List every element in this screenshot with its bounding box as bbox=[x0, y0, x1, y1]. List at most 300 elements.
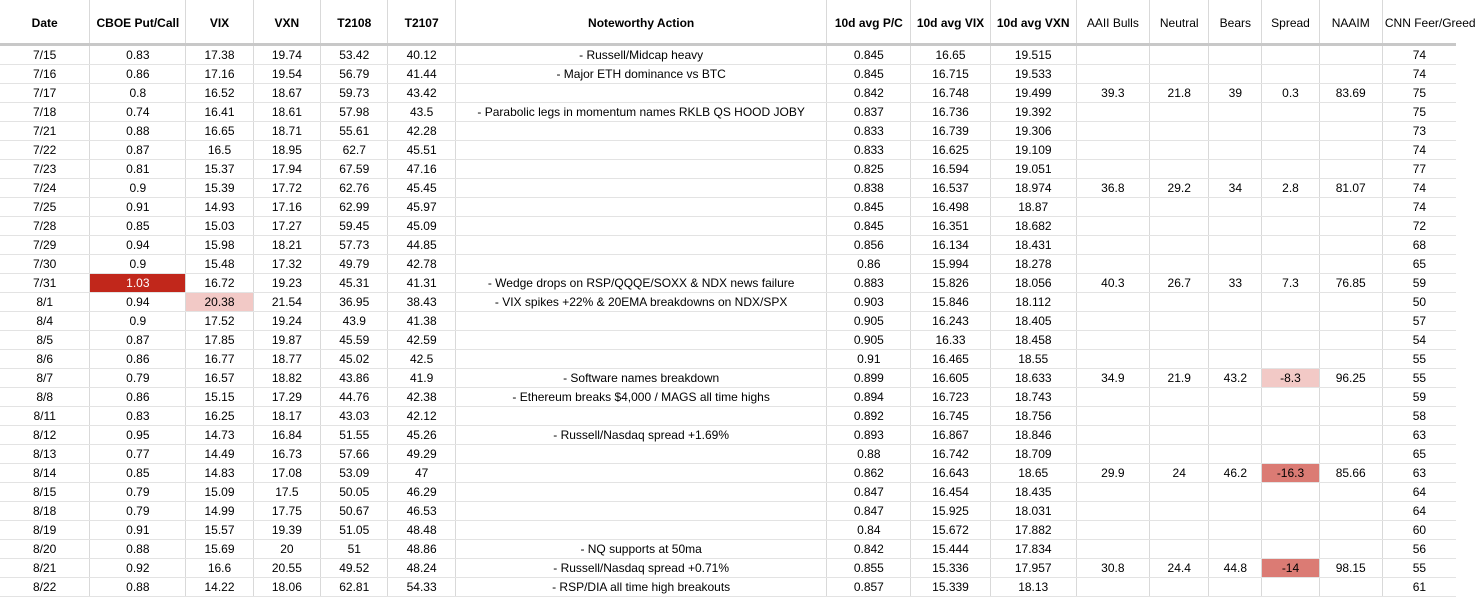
cell-10d-avg-vxn[interactable]: 19.515 bbox=[990, 44, 1076, 64]
cell-naaim[interactable] bbox=[1319, 482, 1382, 501]
cell-cboe-put-call[interactable]: 0.95 bbox=[90, 425, 186, 444]
cell-spread[interactable] bbox=[1262, 44, 1319, 64]
cell-cnn-fear-greed[interactable]: 63 bbox=[1382, 425, 1456, 444]
cell-noteworthy-action[interactable]: - Russell/Nasdaq spread +0.71% bbox=[455, 558, 827, 577]
cell-10d-avg-vxn[interactable]: 19.306 bbox=[990, 121, 1076, 140]
cell-vix[interactable]: 15.98 bbox=[186, 235, 253, 254]
cell-date[interactable]: 8/5 bbox=[0, 330, 90, 349]
cell-10d-avg-vix[interactable]: 16.723 bbox=[911, 387, 991, 406]
cell-10d-avg-vxn[interactable]: 18.55 bbox=[990, 349, 1076, 368]
column-header-t2107[interactable]: T2107 bbox=[388, 0, 455, 44]
column-header-10d-avg-pc[interactable]: 10d avg P/C bbox=[827, 0, 911, 44]
cell-spread[interactable] bbox=[1262, 330, 1319, 349]
cell-t2107[interactable]: 38.43 bbox=[388, 292, 455, 311]
cell-cnn-fear-greed[interactable]: 64 bbox=[1382, 482, 1456, 501]
cell-10d-avg-vix[interactable]: 16.643 bbox=[911, 463, 991, 482]
cell-vix[interactable]: 17.85 bbox=[186, 330, 253, 349]
cell-neutral[interactable] bbox=[1150, 501, 1209, 520]
cell-neutral[interactable] bbox=[1150, 577, 1209, 596]
cell-10d-avg-pc[interactable]: 0.84 bbox=[827, 520, 911, 539]
cell-neutral[interactable] bbox=[1150, 406, 1209, 425]
cell-neutral[interactable]: 26.7 bbox=[1150, 273, 1209, 292]
cell-t2108[interactable]: 55.61 bbox=[321, 121, 388, 140]
cell-vix[interactable]: 14.83 bbox=[186, 463, 253, 482]
cell-vix[interactable]: 16.57 bbox=[186, 368, 253, 387]
cell-date[interactable]: 7/25 bbox=[0, 197, 90, 216]
cell-t2108[interactable]: 43.03 bbox=[321, 406, 388, 425]
cell-10d-avg-vix[interactable]: 16.742 bbox=[911, 444, 991, 463]
cell-date[interactable]: 8/18 bbox=[0, 501, 90, 520]
cell-neutral[interactable]: 21.9 bbox=[1150, 368, 1209, 387]
cell-vxn[interactable]: 17.16 bbox=[253, 197, 320, 216]
cell-10d-avg-vxn[interactable]: 17.882 bbox=[990, 520, 1076, 539]
cell-cnn-fear-greed[interactable]: 54 bbox=[1382, 330, 1456, 349]
cell-spread[interactable] bbox=[1262, 444, 1319, 463]
cell-neutral[interactable] bbox=[1150, 140, 1209, 159]
cell-neutral[interactable] bbox=[1150, 349, 1209, 368]
cell-bears[interactable] bbox=[1209, 425, 1262, 444]
cell-bears[interactable] bbox=[1209, 501, 1262, 520]
cell-date[interactable]: 7/31 bbox=[0, 273, 90, 292]
cell-date[interactable]: 8/21 bbox=[0, 558, 90, 577]
cell-naaim[interactable] bbox=[1319, 501, 1382, 520]
cell-aaii-bulls[interactable] bbox=[1076, 406, 1150, 425]
cell-date[interactable]: 8/1 bbox=[0, 292, 90, 311]
cell-noteworthy-action[interactable] bbox=[455, 197, 827, 216]
cell-vix[interactable]: 20.38 bbox=[186, 292, 253, 311]
cell-cnn-fear-greed[interactable]: 59 bbox=[1382, 387, 1456, 406]
cell-aaii-bulls[interactable] bbox=[1076, 102, 1150, 121]
cell-vxn[interactable]: 17.5 bbox=[253, 482, 320, 501]
cell-10d-avg-vxn[interactable]: 19.499 bbox=[990, 83, 1076, 102]
cell-naaim[interactable] bbox=[1319, 387, 1382, 406]
cell-vix[interactable]: 16.72 bbox=[186, 273, 253, 292]
cell-spread[interactable] bbox=[1262, 349, 1319, 368]
cell-neutral[interactable] bbox=[1150, 121, 1209, 140]
cell-vix[interactable]: 15.09 bbox=[186, 482, 253, 501]
cell-neutral[interactable] bbox=[1150, 197, 1209, 216]
column-header-date[interactable]: Date bbox=[0, 0, 90, 44]
cell-t2108[interactable]: 51 bbox=[321, 539, 388, 558]
cell-neutral[interactable] bbox=[1150, 159, 1209, 178]
cell-vix[interactable]: 16.41 bbox=[186, 102, 253, 121]
column-header-vix[interactable]: VIX bbox=[186, 0, 253, 44]
cell-spread[interactable]: -16.3 bbox=[1262, 463, 1319, 482]
cell-10d-avg-vxn[interactable]: 18.435 bbox=[990, 482, 1076, 501]
cell-cboe-put-call[interactable]: 0.88 bbox=[90, 577, 186, 596]
cell-cboe-put-call[interactable]: 0.79 bbox=[90, 501, 186, 520]
cell-vxn[interactable]: 19.74 bbox=[253, 44, 320, 64]
cell-naaim[interactable] bbox=[1319, 159, 1382, 178]
column-header-neutral[interactable]: Neutral bbox=[1150, 0, 1209, 44]
cell-noteworthy-action[interactable] bbox=[455, 254, 827, 273]
cell-naaim[interactable]: 85.66 bbox=[1319, 463, 1382, 482]
cell-aaii-bulls[interactable] bbox=[1076, 577, 1150, 596]
cell-vxn[interactable]: 19.24 bbox=[253, 311, 320, 330]
cell-cboe-put-call[interactable]: 0.83 bbox=[90, 44, 186, 64]
cell-t2108[interactable]: 59.45 bbox=[321, 216, 388, 235]
cell-10d-avg-vxn[interactable]: 18.65 bbox=[990, 463, 1076, 482]
cell-date[interactable]: 7/17 bbox=[0, 83, 90, 102]
cell-t2108[interactable]: 45.02 bbox=[321, 349, 388, 368]
cell-10d-avg-vix[interactable]: 16.736 bbox=[911, 102, 991, 121]
cell-date[interactable]: 7/18 bbox=[0, 102, 90, 121]
cell-spread[interactable]: 0.3 bbox=[1262, 83, 1319, 102]
cell-10d-avg-pc[interactable]: 0.91 bbox=[827, 349, 911, 368]
cell-10d-avg-vix[interactable]: 16.454 bbox=[911, 482, 991, 501]
cell-10d-avg-pc[interactable]: 0.899 bbox=[827, 368, 911, 387]
cell-cnn-fear-greed[interactable]: 55 bbox=[1382, 368, 1456, 387]
cell-10d-avg-vxn[interactable]: 18.974 bbox=[990, 178, 1076, 197]
cell-vxn[interactable]: 18.71 bbox=[253, 121, 320, 140]
cell-neutral[interactable] bbox=[1150, 292, 1209, 311]
cell-10d-avg-pc[interactable]: 0.837 bbox=[827, 102, 911, 121]
cell-cnn-fear-greed[interactable]: 63 bbox=[1382, 463, 1456, 482]
cell-date[interactable]: 7/22 bbox=[0, 140, 90, 159]
cell-bears[interactable] bbox=[1209, 444, 1262, 463]
cell-10d-avg-pc[interactable]: 0.845 bbox=[827, 64, 911, 83]
cell-noteworthy-action[interactable]: - Ethereum breaks $4,000 / MAGS all time highs bbox=[455, 387, 827, 406]
cell-cboe-put-call[interactable]: 0.85 bbox=[90, 216, 186, 235]
cell-vix[interactable]: 15.69 bbox=[186, 539, 253, 558]
cell-10d-avg-pc[interactable]: 0.905 bbox=[827, 330, 911, 349]
cell-t2107[interactable]: 41.9 bbox=[388, 368, 455, 387]
cell-t2107[interactable]: 43.42 bbox=[388, 83, 455, 102]
cell-cboe-put-call[interactable]: 0.79 bbox=[90, 482, 186, 501]
cell-aaii-bulls[interactable]: 36.8 bbox=[1076, 178, 1150, 197]
cell-neutral[interactable] bbox=[1150, 311, 1209, 330]
cell-bears[interactable] bbox=[1209, 254, 1262, 273]
cell-10d-avg-vxn[interactable]: 18.87 bbox=[990, 197, 1076, 216]
cell-neutral[interactable]: 29.2 bbox=[1150, 178, 1209, 197]
cell-bears[interactable]: 44.8 bbox=[1209, 558, 1262, 577]
cell-t2108[interactable]: 50.05 bbox=[321, 482, 388, 501]
cell-bears[interactable] bbox=[1209, 102, 1262, 121]
cell-spread[interactable] bbox=[1262, 406, 1319, 425]
cell-10d-avg-vix[interactable]: 15.444 bbox=[911, 539, 991, 558]
cell-spread[interactable] bbox=[1262, 254, 1319, 273]
cell-10d-avg-vix[interactable]: 16.594 bbox=[911, 159, 991, 178]
cell-noteworthy-action[interactable] bbox=[455, 482, 827, 501]
cell-cboe-put-call[interactable]: 0.79 bbox=[90, 368, 186, 387]
cell-10d-avg-vix[interactable]: 16.715 bbox=[911, 64, 991, 83]
cell-10d-avg-vxn[interactable]: 18.846 bbox=[990, 425, 1076, 444]
cell-neutral[interactable] bbox=[1150, 254, 1209, 273]
cell-vxn[interactable]: 17.75 bbox=[253, 501, 320, 520]
cell-spread[interactable]: -8.3 bbox=[1262, 368, 1319, 387]
cell-date[interactable]: 8/14 bbox=[0, 463, 90, 482]
cell-aaii-bulls[interactable] bbox=[1076, 235, 1150, 254]
cell-bears[interactable] bbox=[1209, 406, 1262, 425]
cell-neutral[interactable] bbox=[1150, 330, 1209, 349]
column-header-naaim[interactable]: NAAIM bbox=[1319, 0, 1382, 44]
cell-cboe-put-call[interactable]: 0.85 bbox=[90, 463, 186, 482]
cell-naaim[interactable] bbox=[1319, 140, 1382, 159]
cell-10d-avg-vix[interactable]: 16.605 bbox=[911, 368, 991, 387]
cell-vix[interactable]: 14.73 bbox=[186, 425, 253, 444]
cell-noteworthy-action[interactable] bbox=[455, 311, 827, 330]
cell-t2107[interactable]: 48.86 bbox=[388, 539, 455, 558]
cell-neutral[interactable] bbox=[1150, 539, 1209, 558]
column-header-vxn[interactable]: VXN bbox=[253, 0, 320, 44]
cell-naaim[interactable] bbox=[1319, 64, 1382, 83]
cell-10d-avg-vxn[interactable]: 19.051 bbox=[990, 159, 1076, 178]
cell-cnn-fear-greed[interactable]: 55 bbox=[1382, 349, 1456, 368]
cell-t2107[interactable]: 46.53 bbox=[388, 501, 455, 520]
cell-10d-avg-pc[interactable]: 0.842 bbox=[827, 83, 911, 102]
cell-10d-avg-vix[interactable]: 15.925 bbox=[911, 501, 991, 520]
cell-neutral[interactable] bbox=[1150, 425, 1209, 444]
cell-t2107[interactable]: 42.38 bbox=[388, 387, 455, 406]
cell-t2107[interactable]: 48.24 bbox=[388, 558, 455, 577]
cell-spread[interactable] bbox=[1262, 520, 1319, 539]
cell-bears[interactable] bbox=[1209, 44, 1262, 64]
cell-noteworthy-action[interactable] bbox=[455, 349, 827, 368]
cell-cnn-fear-greed[interactable]: 50 bbox=[1382, 292, 1456, 311]
cell-neutral[interactable] bbox=[1150, 216, 1209, 235]
cell-t2108[interactable]: 51.55 bbox=[321, 425, 388, 444]
cell-vxn[interactable]: 17.94 bbox=[253, 159, 320, 178]
cell-cboe-put-call[interactable]: 0.8 bbox=[90, 83, 186, 102]
cell-date[interactable]: 8/19 bbox=[0, 520, 90, 539]
cell-bears[interactable] bbox=[1209, 64, 1262, 83]
cell-10d-avg-vxn[interactable]: 19.533 bbox=[990, 64, 1076, 83]
cell-aaii-bulls[interactable] bbox=[1076, 140, 1150, 159]
cell-10d-avg-vxn[interactable]: 18.031 bbox=[990, 501, 1076, 520]
cell-spread[interactable] bbox=[1262, 482, 1319, 501]
cell-aaii-bulls[interactable] bbox=[1076, 311, 1150, 330]
cell-date[interactable]: 7/24 bbox=[0, 178, 90, 197]
cell-10d-avg-vix[interactable]: 16.134 bbox=[911, 235, 991, 254]
cell-t2107[interactable]: 41.38 bbox=[388, 311, 455, 330]
cell-10d-avg-vix[interactable]: 16.33 bbox=[911, 330, 991, 349]
cell-cboe-put-call[interactable]: 0.83 bbox=[90, 406, 186, 425]
cell-aaii-bulls[interactable] bbox=[1076, 159, 1150, 178]
cell-spread[interactable] bbox=[1262, 387, 1319, 406]
cell-10d-avg-vxn[interactable]: 18.682 bbox=[990, 216, 1076, 235]
cell-vxn[interactable]: 17.72 bbox=[253, 178, 320, 197]
cell-neutral[interactable]: 24.4 bbox=[1150, 558, 1209, 577]
cell-bears[interactable]: 34 bbox=[1209, 178, 1262, 197]
cell-t2108[interactable]: 62.81 bbox=[321, 577, 388, 596]
cell-vix[interactable]: 14.22 bbox=[186, 577, 253, 596]
cell-10d-avg-vxn[interactable]: 19.392 bbox=[990, 102, 1076, 121]
cell-cboe-put-call[interactable]: 0.9 bbox=[90, 311, 186, 330]
cell-cboe-put-call[interactable]: 0.86 bbox=[90, 349, 186, 368]
cell-vix[interactable]: 14.99 bbox=[186, 501, 253, 520]
cell-cnn-fear-greed[interactable]: 65 bbox=[1382, 444, 1456, 463]
cell-vxn[interactable]: 18.61 bbox=[253, 102, 320, 121]
cell-vxn[interactable]: 18.67 bbox=[253, 83, 320, 102]
cell-10d-avg-vxn[interactable]: 18.633 bbox=[990, 368, 1076, 387]
cell-aaii-bulls[interactable] bbox=[1076, 501, 1150, 520]
cell-spread[interactable] bbox=[1262, 216, 1319, 235]
cell-vxn[interactable]: 18.82 bbox=[253, 368, 320, 387]
cell-naaim[interactable] bbox=[1319, 349, 1382, 368]
cell-cboe-put-call[interactable]: 0.91 bbox=[90, 197, 186, 216]
cell-date[interactable]: 8/20 bbox=[0, 539, 90, 558]
cell-10d-avg-vix[interactable]: 15.826 bbox=[911, 273, 991, 292]
cell-cboe-put-call[interactable]: 0.87 bbox=[90, 140, 186, 159]
cell-cboe-put-call[interactable]: 0.92 bbox=[90, 558, 186, 577]
cell-neutral[interactable] bbox=[1150, 444, 1209, 463]
cell-date[interactable]: 8/8 bbox=[0, 387, 90, 406]
cell-cnn-fear-greed[interactable]: 65 bbox=[1382, 254, 1456, 273]
cell-10d-avg-vxn[interactable]: 18.756 bbox=[990, 406, 1076, 425]
cell-10d-avg-vxn[interactable]: 18.431 bbox=[990, 235, 1076, 254]
cell-10d-avg-vix[interactable]: 16.498 bbox=[911, 197, 991, 216]
cell-vix[interactable]: 17.16 bbox=[186, 64, 253, 83]
cell-date[interactable]: 7/15 bbox=[0, 44, 90, 64]
cell-t2108[interactable]: 44.76 bbox=[321, 387, 388, 406]
cell-10d-avg-vxn[interactable]: 19.109 bbox=[990, 140, 1076, 159]
cell-date[interactable]: 8/11 bbox=[0, 406, 90, 425]
cell-aaii-bulls[interactable] bbox=[1076, 539, 1150, 558]
cell-spread[interactable] bbox=[1262, 501, 1319, 520]
cell-t2108[interactable]: 57.66 bbox=[321, 444, 388, 463]
cell-spread[interactable]: 7.3 bbox=[1262, 273, 1319, 292]
cell-bears[interactable] bbox=[1209, 577, 1262, 596]
cell-t2107[interactable]: 40.12 bbox=[388, 44, 455, 64]
cell-t2107[interactable]: 45.09 bbox=[388, 216, 455, 235]
cell-noteworthy-action[interactable]: - Wedge drops on RSP/QQQE/SOXX & NDX news failure bbox=[455, 273, 827, 292]
column-header-t2108[interactable]: T2108 bbox=[321, 0, 388, 44]
cell-noteworthy-action[interactable]: - Russell/Nasdaq spread +1.69% bbox=[455, 425, 827, 444]
cell-aaii-bulls[interactable] bbox=[1076, 387, 1150, 406]
cell-noteworthy-action[interactable] bbox=[455, 178, 827, 197]
cell-10d-avg-pc[interactable]: 0.845 bbox=[827, 44, 911, 64]
cell-10d-avg-pc[interactable]: 0.845 bbox=[827, 216, 911, 235]
cell-cboe-put-call[interactable]: 0.86 bbox=[90, 387, 186, 406]
cell-noteworthy-action[interactable] bbox=[455, 501, 827, 520]
cell-naaim[interactable] bbox=[1319, 311, 1382, 330]
column-header-10d-avg-vix[interactable]: 10d avg VIX bbox=[911, 0, 991, 44]
cell-bears[interactable] bbox=[1209, 349, 1262, 368]
cell-10d-avg-pc[interactable]: 0.894 bbox=[827, 387, 911, 406]
cell-date[interactable]: 8/13 bbox=[0, 444, 90, 463]
cell-naaim[interactable] bbox=[1319, 121, 1382, 140]
cell-vix[interactable]: 14.93 bbox=[186, 197, 253, 216]
cell-vxn[interactable]: 17.08 bbox=[253, 463, 320, 482]
cell-naaim[interactable] bbox=[1319, 44, 1382, 64]
cell-vix[interactable]: 15.39 bbox=[186, 178, 253, 197]
cell-naaim[interactable] bbox=[1319, 406, 1382, 425]
cell-t2108[interactable]: 59.73 bbox=[321, 83, 388, 102]
cell-vxn[interactable]: 17.29 bbox=[253, 387, 320, 406]
cell-t2107[interactable]: 49.29 bbox=[388, 444, 455, 463]
cell-naaim[interactable]: 81.07 bbox=[1319, 178, 1382, 197]
cell-vix[interactable]: 16.52 bbox=[186, 83, 253, 102]
cell-cnn-fear-greed[interactable]: 72 bbox=[1382, 216, 1456, 235]
cell-cboe-put-call[interactable]: 0.81 bbox=[90, 159, 186, 178]
cell-noteworthy-action[interactable] bbox=[455, 406, 827, 425]
cell-t2107[interactable]: 45.26 bbox=[388, 425, 455, 444]
cell-bears[interactable] bbox=[1209, 216, 1262, 235]
cell-vix[interactable]: 17.38 bbox=[186, 44, 253, 64]
cell-aaii-bulls[interactable] bbox=[1076, 520, 1150, 539]
column-header-noteworthy-action[interactable]: Noteworthy Action bbox=[455, 0, 827, 44]
cell-vix[interactable]: 16.25 bbox=[186, 406, 253, 425]
cell-bears[interactable] bbox=[1209, 482, 1262, 501]
cell-cnn-fear-greed[interactable]: 58 bbox=[1382, 406, 1456, 425]
cell-naaim[interactable] bbox=[1319, 102, 1382, 121]
cell-t2108[interactable]: 67.59 bbox=[321, 159, 388, 178]
cell-aaii-bulls[interactable]: 39.3 bbox=[1076, 83, 1150, 102]
cell-noteworthy-action[interactable]: - NQ supports at 50ma bbox=[455, 539, 827, 558]
cell-10d-avg-pc[interactable]: 0.893 bbox=[827, 425, 911, 444]
cell-noteworthy-action[interactable] bbox=[455, 463, 827, 482]
cell-cboe-put-call[interactable]: 0.9 bbox=[90, 254, 186, 273]
cell-vxn[interactable]: 21.54 bbox=[253, 292, 320, 311]
cell-aaii-bulls[interactable] bbox=[1076, 482, 1150, 501]
cell-10d-avg-pc[interactable]: 0.892 bbox=[827, 406, 911, 425]
cell-bears[interactable] bbox=[1209, 140, 1262, 159]
cell-10d-avg-vxn[interactable]: 17.834 bbox=[990, 539, 1076, 558]
cell-cboe-put-call[interactable]: 0.91 bbox=[90, 520, 186, 539]
cell-aaii-bulls[interactable] bbox=[1076, 330, 1150, 349]
cell-naaim[interactable]: 98.15 bbox=[1319, 558, 1382, 577]
cell-bears[interactable] bbox=[1209, 539, 1262, 558]
cell-vix[interactable]: 16.6 bbox=[186, 558, 253, 577]
cell-naaim[interactable]: 76.85 bbox=[1319, 273, 1382, 292]
cell-10d-avg-vxn[interactable]: 18.709 bbox=[990, 444, 1076, 463]
cell-cboe-put-call[interactable]: 0.88 bbox=[90, 539, 186, 558]
cell-cnn-fear-greed[interactable]: 77 bbox=[1382, 159, 1456, 178]
column-header-cboe-put-call[interactable]: CBOE Put/Call bbox=[90, 0, 186, 44]
cell-10d-avg-pc[interactable]: 0.88 bbox=[827, 444, 911, 463]
cell-t2108[interactable]: 56.79 bbox=[321, 64, 388, 83]
cell-10d-avg-vix[interactable]: 16.65 bbox=[911, 44, 991, 64]
cell-neutral[interactable]: 24 bbox=[1150, 463, 1209, 482]
cell-date[interactable]: 7/30 bbox=[0, 254, 90, 273]
cell-aaii-bulls[interactable] bbox=[1076, 64, 1150, 83]
cell-vxn[interactable]: 18.95 bbox=[253, 140, 320, 159]
cell-spread[interactable] bbox=[1262, 292, 1319, 311]
cell-aaii-bulls[interactable]: 40.3 bbox=[1076, 273, 1150, 292]
cell-cboe-put-call[interactable]: 1.03 bbox=[90, 273, 186, 292]
cell-aaii-bulls[interactable] bbox=[1076, 44, 1150, 64]
cell-noteworthy-action[interactable] bbox=[455, 235, 827, 254]
cell-aaii-bulls[interactable] bbox=[1076, 216, 1150, 235]
cell-vxn[interactable]: 17.32 bbox=[253, 254, 320, 273]
cell-cnn-fear-greed[interactable]: 64 bbox=[1382, 501, 1456, 520]
cell-vxn[interactable]: 19.54 bbox=[253, 64, 320, 83]
cell-spread[interactable]: -14 bbox=[1262, 558, 1319, 577]
cell-t2107[interactable]: 42.12 bbox=[388, 406, 455, 425]
cell-10d-avg-vix[interactable]: 16.625 bbox=[911, 140, 991, 159]
cell-noteworthy-action[interactable]: - VIX spikes +22% & 20EMA breakdowns on NDX/SPX bbox=[455, 292, 827, 311]
cell-date[interactable]: 8/6 bbox=[0, 349, 90, 368]
cell-neutral[interactable] bbox=[1150, 235, 1209, 254]
cell-10d-avg-vxn[interactable]: 18.056 bbox=[990, 273, 1076, 292]
cell-10d-avg-vxn[interactable]: 18.405 bbox=[990, 311, 1076, 330]
cell-aaii-bulls[interactable] bbox=[1076, 444, 1150, 463]
cell-date[interactable]: 7/28 bbox=[0, 216, 90, 235]
cell-cboe-put-call[interactable]: 0.74 bbox=[90, 102, 186, 121]
cell-aaii-bulls[interactable] bbox=[1076, 425, 1150, 444]
cell-vxn[interactable]: 18.77 bbox=[253, 349, 320, 368]
cell-date[interactable]: 8/4 bbox=[0, 311, 90, 330]
cell-t2107[interactable]: 42.59 bbox=[388, 330, 455, 349]
cell-naaim[interactable] bbox=[1319, 539, 1382, 558]
cell-bears[interactable]: 39 bbox=[1209, 83, 1262, 102]
cell-naaim[interactable] bbox=[1319, 425, 1382, 444]
cell-10d-avg-pc[interactable]: 0.883 bbox=[827, 273, 911, 292]
cell-10d-avg-vxn[interactable]: 18.278 bbox=[990, 254, 1076, 273]
cell-cboe-put-call[interactable]: 0.9 bbox=[90, 178, 186, 197]
cell-vix[interactable]: 15.48 bbox=[186, 254, 253, 273]
cell-spread[interactable] bbox=[1262, 235, 1319, 254]
